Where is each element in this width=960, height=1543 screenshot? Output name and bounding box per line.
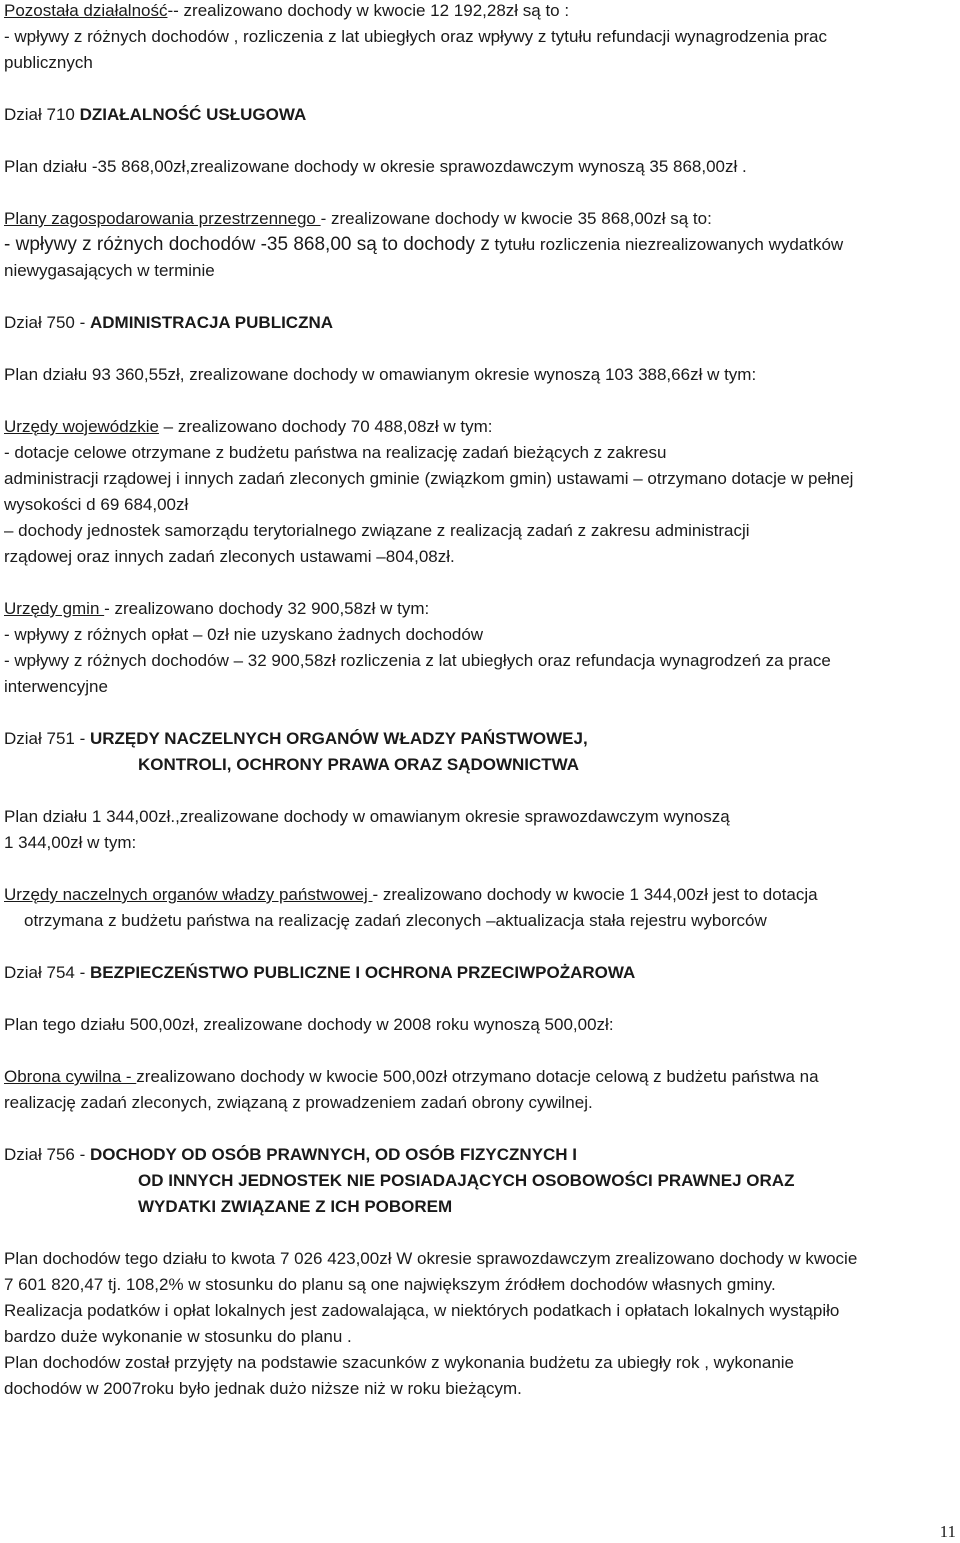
paragraph-line <box>4 1064 958 1090</box>
paragraph-line <box>4 414 958 440</box>
paragraph-line: Plan działu 1 344,00zł.,zrealizowane dochody w omawianym okresie sprawozdawczym wynoszą <box>4 807 730 826</box>
section-title-756 <box>4 1142 958 1168</box>
paragraph-line: - wpływy z różnych dochodów – 32 900,58zł rozliczenia z lat ubiegłych oraz refundacja wynagrodzeń za prace <box>4 651 831 670</box>
text: - zrealizowano dochody 32 900,58zł w tym: <box>104 599 430 618</box>
text: - zrealizowane dochody w kwocie 35 868,00zł są to: <box>320 209 712 228</box>
paragraph-line: - wpływy z różnych dochodów , rozliczenia z lat ubiegłych oraz wpływy z tytułu refundacji wynagrodzenia prac <box>4 27 827 46</box>
section-heading: Pozostała działalność <box>4 1 168 20</box>
paragraph-line: Plan dochodów został przyjęty na podstawie szacunków z wykonania budżetu za ubiegły rok , wykonanie <box>4 1353 795 1372</box>
subsection-heading: Obrona cywilna - <box>4 1067 137 1086</box>
text: DZIAŁALNOŚĆ USŁUGOWA <box>79 105 307 124</box>
paragraph-line: 7 601 820,47 tj. 108,2% w stosunku do planu są one największym źródłem dochodów własnych gminy. <box>4 1275 776 1294</box>
paragraph-line <box>4 206 958 232</box>
text: -- zrealizowano dochody w kwocie 12 192,28zł są to : <box>167 1 570 20</box>
document-page <box>4 0 958 1402</box>
section-title-751-line2: KONTROLI, OCHRONY PRAWA ORAZ SĄDOWNICTWA <box>138 755 580 774</box>
paragraph-line: interwencyjne <box>4 677 108 696</box>
paragraph-line: 1 344,00zł w tym: <box>4 833 137 852</box>
paragraph-line: administracji rządowej i innych zadań zleconych gminie (związkom gmin) ustawami – otrzymano dotacje w pełnej <box>4 469 854 488</box>
paragraph-line: bardzo duże wykonanie w stosunku do planu . <box>4 1327 352 1346</box>
paragraph-line: niewygasających w terminie <box>4 261 215 280</box>
text: tytułu rozliczenia niezrealizowanych wydatków <box>489 235 844 254</box>
text: Dział 754 - <box>4 963 90 982</box>
text: zrealizowano dochody w kwocie 500,00zł otrzymano dotacje celową z budżetu państwa na <box>136 1067 819 1086</box>
paragraph-line: realizację zadań zleconych, związaną z prowadzeniem zadań obrony cywilnej. <box>4 1093 593 1112</box>
paragraph-line: wysokości d 69 684,00zł <box>4 495 189 514</box>
paragraph-line: Plan dochodów tego działu to kwota 7 026 423,00zł W okresie sprawozdawczym zrealizowano dochody w kwocie <box>4 1249 858 1268</box>
text: BEZPIECZEŃSTWO PUBLICZNE I OCHRONA PRZECIWPOŻAROWA <box>89 963 636 982</box>
text: Dział 750 - <box>4 313 90 332</box>
paragraph-line <box>4 882 958 908</box>
subsection-heading: Urzędy wojewódzkie <box>4 417 159 436</box>
text: – zrealizowano dochody 70 488,08zł w tym: <box>158 417 493 436</box>
text: - zrealizowano dochody w kwocie 1 344,00zł jest to dotacja <box>372 885 818 904</box>
paragraph-line: - wpływy z różnych opłat – 0zł nie uzyskano żadnych dochodów <box>4 625 484 644</box>
subsection-heading: Urzędy gmin <box>4 599 105 618</box>
paragraph-line: Realizacja podatków i opłat lokalnych jest zadowalająca, w niektórych podatkach i opłatach lokalnych wystąpiło <box>4 1301 840 1320</box>
text: URZĘDY NACZELNYCH ORGANÓW WŁADZY PAŃSTWOWEJ, <box>89 729 588 748</box>
text: Dział 756 - <box>4 1145 90 1164</box>
paragraph-line: dochodów w 2007roku było jednak dużo niższe niż w roku bieżącym. <box>4 1379 522 1398</box>
section-title-756-line2: OD INNYCH JEDNOSTEK NIE POSIADAJĄCYCH OSOBOWOŚCI PRAWNEJ ORAZ <box>138 1171 795 1190</box>
subsection-heading: Plany zagospodarowania przestrzennego <box>4 209 321 228</box>
paragraph-line <box>4 596 958 622</box>
text: ADMINISTRACJA PUBLICZNA <box>89 313 334 332</box>
paragraph-line: – dochody jednostek samorządu terytorialnego związane z realizacją zadań z zakresu administracji <box>4 521 750 540</box>
section-title-751 <box>4 726 958 752</box>
paragraph-line: - dotacje celowe otrzymane z budżetu państwa na realizację zadań bieżących z zakresu <box>4 443 667 462</box>
paragraph-line: publicznych <box>4 53 93 72</box>
section-title-710 <box>4 102 958 128</box>
section-title-756-line3: WYDATKI ZWIĄZANE Z ICH POBOREM <box>138 1197 453 1216</box>
paragraph-line: Plan tego działu 500,00zł, zrealizowane dochody w 2008 roku wynoszą 500,00zł: <box>4 1015 614 1034</box>
paragraph-line: Plan działu 93 360,55zł, zrealizowane dochody w omawianym okresie wynoszą 103 388,66zł w tym: <box>4 365 757 384</box>
paragraph-line: rządowej oraz innych zadań zleconych ustawami –804,08zł. <box>4 547 455 566</box>
section-title-754 <box>4 960 958 986</box>
subsection-heading: Urzędy naczelnych organów władzy państwowej <box>4 885 373 904</box>
text: DOCHODY OD OSÓB PRAWNYCH, OD OSÓB FIZYCZNYCH I <box>89 1145 578 1164</box>
paragraph-line: otrzymana z budżetu państwa na realizację zadań zleconych –aktualizacja stała rejestru wyborców <box>24 911 767 930</box>
page-number: 11 <box>939 1522 956 1541</box>
text: Dział 710 <box>4 105 80 124</box>
text: Dział 751 - <box>4 729 90 748</box>
paragraph-line <box>4 0 958 24</box>
paragraph-line: Plan działu -35 868,00zł,zrealizowane dochody w okresie sprawozdawczym wynoszą 35 868,00zł . <box>4 157 747 176</box>
paragraph-line <box>4 232 958 258</box>
text: - wpływy z różnych dochodów -35 868,00 są to dochody z <box>4 234 490 255</box>
section-title-750 <box>4 310 958 336</box>
